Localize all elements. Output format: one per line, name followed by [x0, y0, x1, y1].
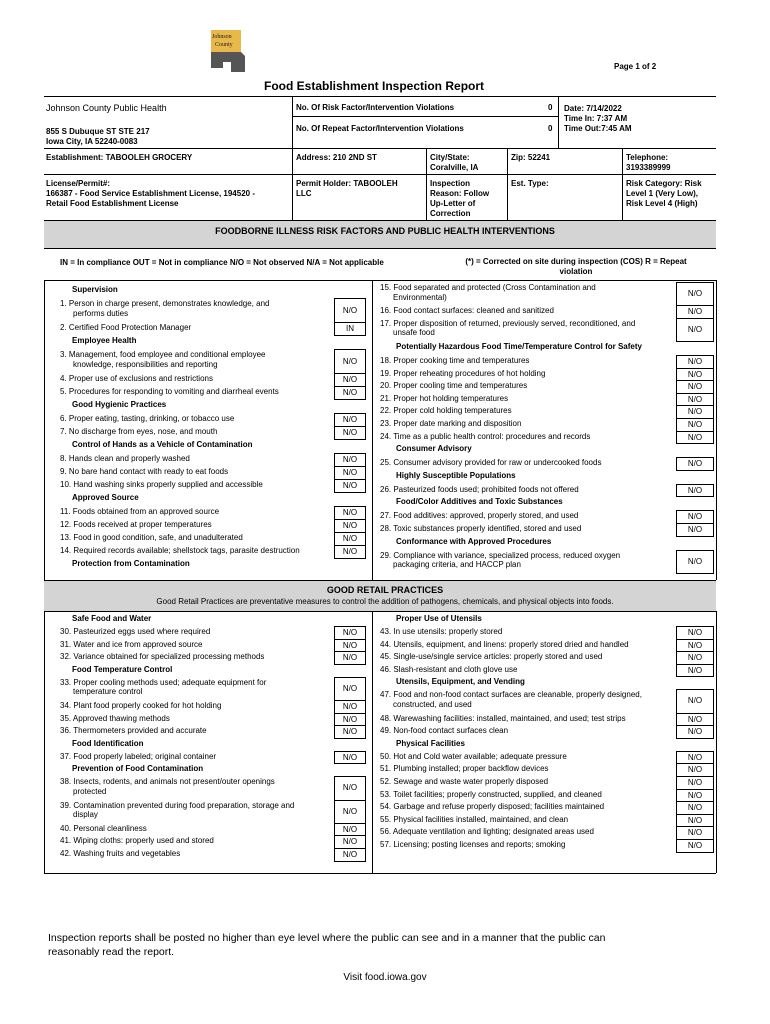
inspection-item — [380, 640, 672, 650]
status-box: N/O — [676, 689, 714, 713]
section-heading: Control of Hands as a Vehicle of Contamination — [72, 440, 253, 449]
risk-category-3: Risk Level 4 (High) — [626, 199, 698, 208]
item-text: 13. Food in good condition, safe, and unadulterated — [60, 533, 243, 542]
item-text: 27. Food additives: approved, properly stored, and used — [380, 511, 579, 521]
status-box: N/O — [334, 386, 366, 400]
item-text: 20. Proper cooling time and temperatures — [380, 381, 528, 391]
item-text-continued: Environmental) — [393, 292, 447, 302]
inspection-item — [60, 374, 330, 384]
inspection-reason-4: Correction — [430, 209, 471, 218]
time-in: Time In: 7:37 AM — [564, 114, 628, 123]
inspection-item — [60, 777, 330, 796]
item-text: 32. Variance obtained for specialized processing methods — [60, 652, 265, 662]
status-box: N/O — [676, 751, 714, 765]
establishment-type: Est. Type: — [511, 179, 549, 188]
inspection-item — [60, 533, 330, 543]
status-box: N/O — [676, 664, 714, 678]
inspection-item — [380, 726, 672, 736]
status-box: N/O — [676, 626, 714, 640]
status-box: N/O — [334, 776, 366, 800]
inspection-item — [380, 381, 672, 391]
item-text: 9. No bare hand contact with ready to eat foods — [60, 467, 229, 476]
section-heading: Consumer Advisory — [396, 444, 472, 454]
item-text: 51. Plumbing installed; proper backflow devices — [380, 764, 549, 774]
item-text: 40. Personal cleanliness — [60, 823, 147, 833]
status-box: N/O — [334, 479, 366, 493]
license-line2: Retail Food Establishment License — [46, 199, 179, 208]
section-heading: Food Identification — [72, 738, 144, 748]
item-text: 10. Hand washing sinks properly supplied and accessible — [60, 480, 263, 489]
item-text: 11. Foods obtained from an approved source — [60, 507, 220, 516]
time-out: Time Out:7:45 AM — [564, 124, 632, 133]
inspection-item — [60, 824, 330, 834]
inspection-item — [380, 764, 672, 774]
status-box: N/O — [676, 763, 714, 777]
status-box: N/O — [334, 298, 366, 323]
status-box: N/O — [676, 355, 714, 369]
item-text: 30. Pasteurized eggs used where required — [60, 627, 211, 636]
inspection-item — [380, 406, 672, 416]
inspection-item — [380, 485, 672, 495]
status-box: N/O — [676, 725, 714, 739]
item-text: 4. Proper use of exclusions and restrictions — [60, 374, 213, 383]
status-box: N/O — [676, 318, 714, 342]
item-text: 25. Consumer advisory provided for raw or undercooked foods — [380, 458, 602, 468]
item-text: 57. Licensing; posting licenses and reports; smoking — [380, 840, 566, 849]
status-box: N/O — [334, 626, 366, 640]
item-text: 8. Hands clean and properly washed — [60, 454, 190, 463]
repeat-violations-label: No. Of Repeat Factor/Intervention Violations — [296, 124, 464, 133]
logo-graphic — [209, 28, 249, 74]
status-box: N/O — [334, 639, 366, 653]
item-text: 48. Warewashing facilities: installed, maintained, and used; test strips — [380, 713, 626, 723]
posting-notice-line2: reasonably read the report. — [48, 946, 175, 958]
item-text: 43. In use utensils: properly stored — [380, 627, 503, 636]
permit-holder-line2: LLC — [296, 189, 312, 198]
item-text: 54. Garbage and refuse properly disposed; facilities maintained — [380, 802, 605, 812]
item-text: 29. Compliance with variance, specialized process, reduced oxygen — [380, 550, 621, 560]
status-box: N/O — [676, 523, 714, 537]
risk-category-1: Risk Category: Risk — [626, 179, 702, 188]
item-text: 1. Person in charge present, demonstrates knowledge, and — [60, 299, 270, 308]
section-heading: Approved Source — [72, 493, 139, 502]
inspection-item — [60, 467, 330, 477]
item-text: 17. Proper disposition of returned, previously served, reconditioned, and — [380, 318, 636, 328]
item-text-continued: packaging criteria, and HACCP plan — [393, 560, 521, 570]
item-text: 23. Proper date marking and disposition — [380, 419, 522, 428]
section-heading: Safe Food and Water — [72, 614, 152, 623]
item-text: 6. Proper eating, tasting, drinking, or tobacco use — [60, 414, 235, 423]
item-text: 22. Proper cold holding temperatures — [380, 406, 512, 416]
inspection-reason-1: Inspection — [430, 179, 471, 188]
item-text-continued: temperature control — [73, 687, 143, 697]
section-heading: Conformance with Approved Procedures — [396, 536, 552, 546]
inspection-item — [380, 369, 672, 379]
inspection-item — [380, 306, 672, 316]
item-text: 12. Foods received at proper temperatures — [60, 520, 212, 529]
inspection-item — [380, 419, 672, 429]
item-text: 21. Proper hot holding temperatures — [380, 393, 509, 403]
item-text: 5. Procedures for responding to vomiting and diarrheal events — [60, 387, 279, 396]
grp-section-title: GOOD RETAIL PRACTICES — [326, 585, 444, 595]
status-box: N/O — [334, 713, 366, 727]
visit-website: Visit food.iowa.gov — [343, 972, 427, 983]
page-number: Page 1 of 2 — [614, 62, 657, 71]
inspection-item — [60, 849, 330, 859]
inspection-item — [60, 726, 330, 736]
section-heading: Highly Susceptible Populations — [396, 470, 516, 480]
agency-address-line1: 855 S Dubuque ST STE 217 — [46, 127, 150, 136]
license-label: License/Permit#: — [46, 179, 111, 188]
item-text-continued: constructed, and used — [393, 699, 472, 709]
status-box: N/O — [676, 431, 714, 445]
item-text-continued: performs duties — [73, 308, 129, 318]
item-text: 14. Required records available; shellstock tags, parasite destruction — [60, 546, 300, 555]
item-text: 24. Time as a public health control: procedures and records — [380, 431, 591, 441]
section-heading: Protection from Contamination — [72, 559, 190, 568]
status-box: N/O — [334, 651, 366, 665]
inspection-item — [380, 524, 672, 534]
telephone-value: 3193389999 — [626, 163, 671, 172]
status-box: N/O — [676, 651, 714, 665]
report-title: Food Establishment Inspection Report — [264, 79, 485, 93]
inspection-item — [60, 627, 330, 637]
item-text: 18. Proper cooking time and temperatures — [380, 356, 530, 365]
svg-text:County: County — [215, 42, 233, 48]
county-logo — [209, 28, 249, 74]
item-text-continued: protected — [73, 786, 107, 796]
item-text: 26. Pasteurized foods used; prohibited foods not offered — [380, 484, 579, 494]
status-box: N/O — [334, 426, 366, 440]
item-text: 47. Food and non-food contact surfaces are cleanable, properly designed, — [380, 690, 642, 700]
item-text: 37. Food properly labeled; original container — [60, 751, 217, 761]
inspection-item — [60, 299, 330, 318]
inspection-item — [380, 815, 672, 825]
item-text: 49. Non-food contact surfaces clean — [380, 726, 509, 736]
item-text-continued: unsafe food — [393, 328, 435, 338]
item-text: 15. Food separated and protected (Cross Contamination and — [380, 283, 596, 292]
item-text: 2. Certified Food Protection Manager — [60, 323, 192, 332]
status-box: N/O — [334, 519, 366, 533]
risk-category-2: Level 1 (Very Low), — [626, 189, 699, 198]
status-box: N/O — [676, 789, 714, 803]
risk-violations-count: 0 — [548, 103, 553, 112]
section-heading: Potentially Hazardous Food Time/Temperature Control for Safety — [396, 342, 642, 351]
item-text: 55. Physical facilities installed, maintained, and clean — [380, 814, 569, 824]
fbi-section-title: FOODBORNE ILLNESS RISK FACTORS AND PUBLIC HEALTH INTERVENTIONS — [215, 226, 555, 236]
item-text: 19. Proper reheating procedures of hot holding — [380, 368, 546, 378]
inspection-item — [60, 480, 330, 490]
status-box: N/O — [676, 839, 714, 853]
status-box: N/O — [676, 282, 714, 306]
status-box: N/O — [334, 725, 366, 739]
inspection-item — [380, 432, 672, 442]
inspection-item — [60, 546, 330, 556]
item-text: 56. Adequate ventilation and lighting; designated areas used — [380, 827, 594, 837]
status-box: N/O — [676, 393, 714, 407]
inspection-item — [60, 507, 330, 517]
status-box: N/O — [334, 453, 366, 467]
establishment-address: Address: 210 2ND ST — [296, 153, 377, 162]
status-box: N/O — [676, 418, 714, 432]
inspection-item — [60, 427, 330, 437]
inspection-date: Date: 7/14/2022 — [564, 104, 622, 113]
section-heading: Good Hygienic Practices — [72, 400, 167, 409]
inspection-item — [380, 777, 672, 787]
inspection-item — [380, 714, 672, 724]
item-text: 46. Slash-resistant and cloth glove use — [380, 664, 518, 674]
posting-notice-line1: Inspection reports shall be posted no higher than eye level where the public can see and in a manner that the public can — [48, 932, 606, 944]
compliance-legend: IN = In compliance OUT = Not in compliance N/O = Not observed N/A = Not applicable — [60, 258, 384, 267]
inspection-item — [60, 640, 330, 650]
status-box: N/O — [334, 848, 366, 862]
status-box: N/O — [676, 484, 714, 498]
inspection-item — [60, 323, 330, 333]
status-box: N/O — [334, 751, 366, 765]
inspection-reason-2: Reason: Follow — [430, 189, 490, 198]
item-text: 45. Single-use/single service articles: properly stored and used — [380, 652, 603, 662]
status-box: N/O — [334, 413, 366, 427]
status-box: N/O — [676, 713, 714, 727]
item-text: 50. Hot and Cold water available; adequate pressure — [380, 751, 567, 761]
status-box: IN — [334, 322, 366, 336]
item-text: 42. Washing fruits and vegetables — [60, 849, 181, 858]
inspection-item — [60, 714, 330, 724]
item-text-continued: display — [73, 810, 98, 820]
status-box: N/O — [676, 801, 714, 815]
inspection-item — [60, 520, 330, 530]
inspection-item — [380, 652, 672, 662]
item-text: 52. Sewage and waste water properly disposed — [380, 777, 549, 786]
status-box: N/O — [676, 405, 714, 419]
inspection-item — [60, 454, 330, 464]
agency-name: Johnson County Public Health — [46, 103, 167, 113]
status-box: N/O — [334, 677, 366, 701]
item-text: 53. Toilet facilities; properly constructed, supplied, and cleaned — [380, 789, 602, 799]
city-value: Coralville, IA — [430, 163, 479, 172]
agency-address-line2: Iowa City, IA 52240-0083 — [46, 137, 138, 146]
section-heading: Prevention of Food Contamination — [72, 764, 204, 774]
status-box: N/O — [334, 545, 366, 559]
inspection-item — [380, 790, 672, 800]
license-line1: 166387 - Food Service Establishment License, 194520 - — [46, 189, 255, 198]
inspection-item — [60, 652, 330, 662]
item-text: 39. Contamination prevented during food preparation, storage and — [60, 800, 295, 810]
permit-holder-line1: Permit Holder: TABOOLEH — [296, 179, 398, 188]
item-text-continued: knowledge, responsibilities and reporting — [73, 359, 218, 369]
status-box: N/O — [676, 776, 714, 790]
zip-code: Zip: 52241 — [511, 153, 551, 162]
inspection-item — [380, 840, 672, 850]
cos-legend — [452, 257, 700, 277]
item-text: 33. Proper cooling methods used; adequate equipment for — [60, 677, 267, 687]
status-box: N/O — [676, 305, 714, 319]
inspection-item — [380, 458, 672, 468]
status-box: N/O — [676, 457, 714, 471]
item-text: 34. Plant food properly cooked for hot holding — [60, 701, 222, 710]
section-heading: Employee Health — [72, 336, 137, 345]
section-heading: Utensils, Equipment, and Vending — [396, 677, 525, 687]
status-box: N/O — [334, 349, 366, 374]
status-box: N/O — [676, 550, 714, 574]
telephone-label: Telephone: — [626, 153, 669, 162]
status-box: N/O — [334, 532, 366, 546]
status-box: N/O — [676, 826, 714, 840]
inspection-item — [380, 319, 672, 338]
section-heading: Physical Facilities — [396, 738, 465, 748]
inspection-item — [380, 356, 672, 366]
svg-text:Johnson: Johnson — [212, 34, 232, 40]
section-heading: Supervision — [72, 285, 118, 294]
section-heading: Food Temperature Control — [72, 664, 173, 674]
inspection-item — [380, 627, 672, 637]
inspection-item — [60, 801, 330, 820]
inspection-item — [60, 387, 330, 397]
repeat-violations-count: 0 — [548, 124, 553, 133]
item-text: 3. Management, food employee and conditional employee — [60, 350, 266, 359]
item-text: 28. Toxic substances properly identified, stored and used — [380, 524, 582, 533]
item-text: 7. No discharge from eyes, nose, and mouth — [60, 427, 218, 436]
status-box: N/O — [334, 506, 366, 520]
status-box: N/O — [676, 510, 714, 524]
status-box: N/O — [676, 814, 714, 828]
inspection-item — [380, 690, 672, 709]
inspection-item — [60, 836, 330, 846]
item-text: 31. Water and ice from approved source — [60, 639, 203, 649]
risk-violations-label: No. Of Risk Factor/Intervention Violations — [296, 103, 455, 112]
item-text: 35. Approved thawing methods — [60, 713, 170, 723]
cos-legend-line2: violation — [559, 267, 593, 276]
section-heading: Food/Color Additives and Toxic Substances — [396, 497, 563, 507]
inspection-item — [380, 752, 672, 762]
status-box: N/O — [334, 800, 366, 824]
status-box: N/O — [334, 373, 366, 387]
inspection-item — [380, 394, 672, 404]
item-text: 41. Wiping cloths: properly used and stored — [60, 836, 214, 846]
cos-legend-line1: (*) = Corrected on site during inspection (COS) R = Repeat — [465, 257, 687, 266]
inspection-item — [60, 414, 330, 424]
inspection-item — [60, 752, 330, 762]
establishment-name: Establishment: TABOOLEH GROCERY — [46, 153, 193, 162]
status-box: N/O — [676, 380, 714, 394]
inspection-item — [380, 802, 672, 812]
inspection-item — [60, 701, 330, 711]
item-text: 16. Food contact surfaces: cleaned and sanitized — [380, 306, 554, 316]
inspection-item — [60, 678, 330, 697]
city-label: City/State: — [430, 153, 470, 162]
status-box: N/O — [676, 368, 714, 382]
item-text: 36. Thermometers provided and accurate — [60, 726, 207, 736]
inspection-reason-3: Up-Letter of — [430, 199, 476, 208]
status-box: N/O — [334, 466, 366, 480]
inspection-item — [380, 665, 672, 675]
status-box: N/O — [334, 835, 366, 849]
inspection-item — [380, 283, 672, 302]
inspection-item — [60, 350, 330, 369]
inspection-item — [380, 551, 672, 570]
item-text: 38. Insects, rodents, and animals not present/outer openings — [60, 777, 275, 787]
status-box: N/O — [334, 823, 366, 837]
section-heading: Proper Use of Utensils — [396, 614, 482, 623]
item-text: 44. Utensils, equipment, and linens: properly stored dried and handled — [380, 639, 629, 649]
posting-notice — [48, 931, 605, 959]
status-box: N/O — [334, 700, 366, 714]
inspection-item — [380, 827, 672, 837]
status-box: N/O — [676, 639, 714, 653]
inspection-item — [380, 511, 672, 521]
grp-section-subtitle: Good Retail Practices are preventative measures to control the addition of pathogens, chemicals, and physical objects into foods. — [156, 597, 614, 606]
